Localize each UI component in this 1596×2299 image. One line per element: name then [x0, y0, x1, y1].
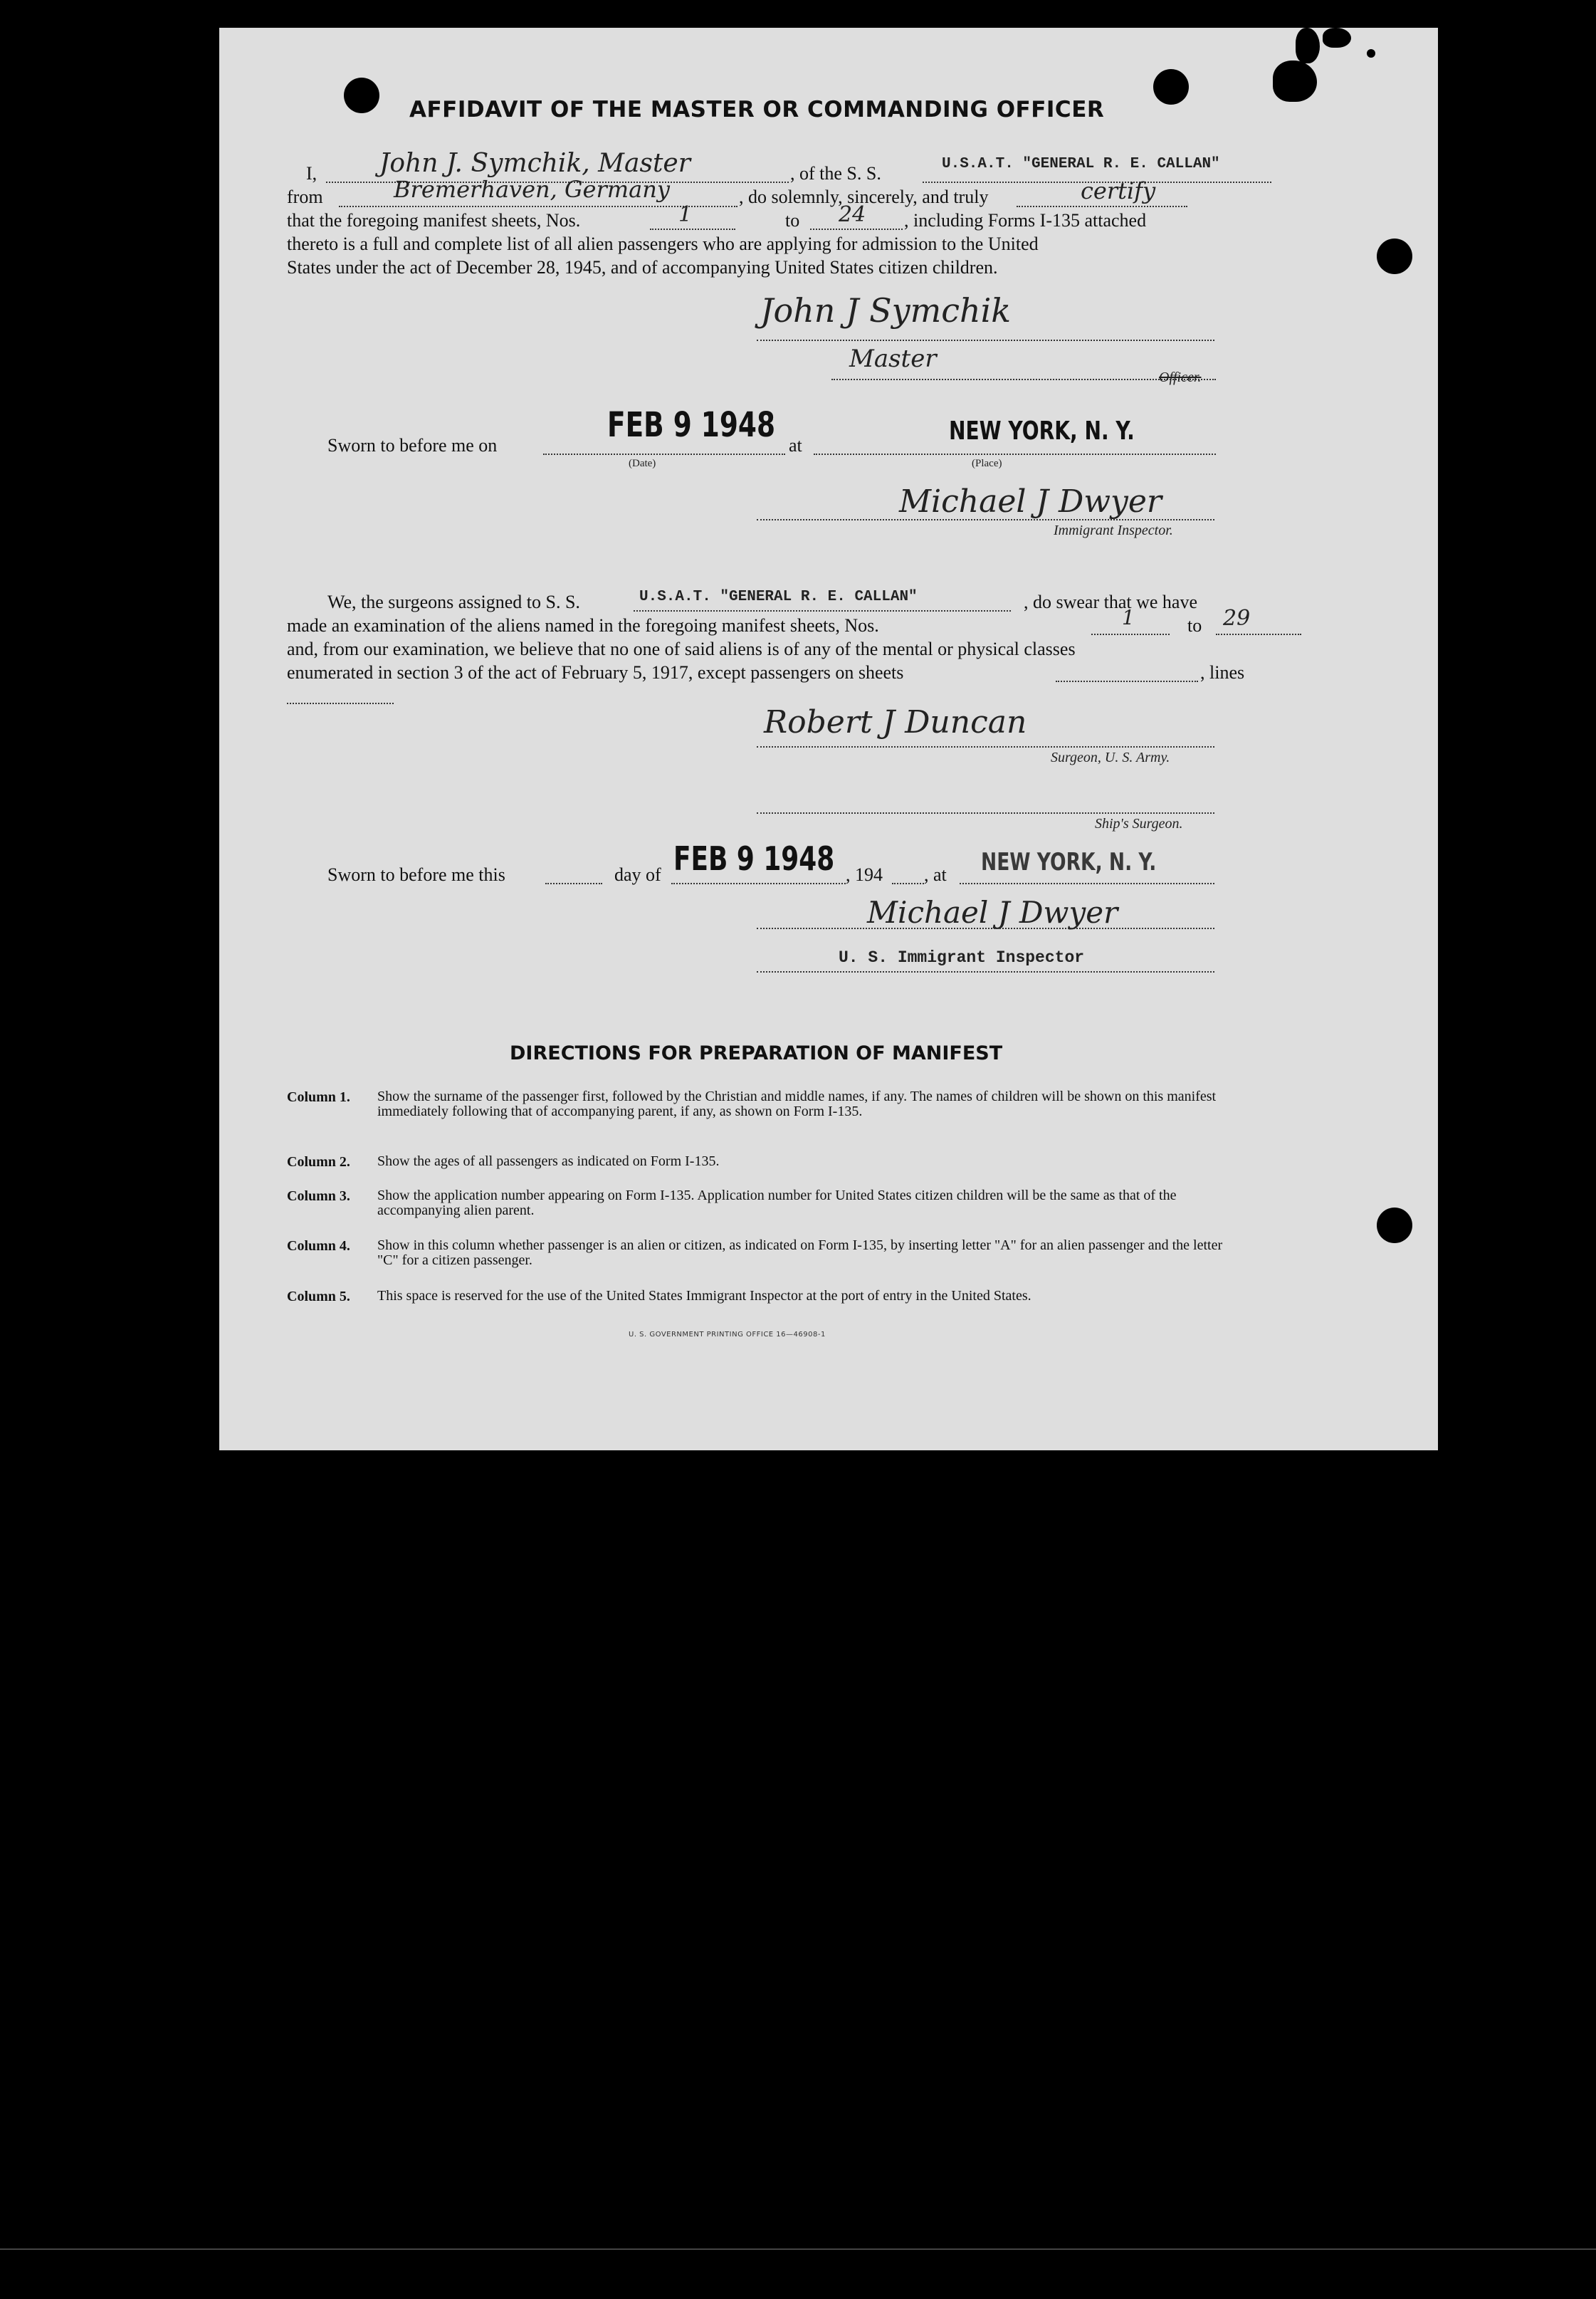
inspector-signature-2: Michael J Dwyer: [867, 895, 1118, 930]
inspector-line-1: [757, 519, 1214, 520]
punch-hole: [1377, 239, 1412, 274]
including-forms-label: , including Forms I-135 attached: [904, 210, 1147, 231]
surgeon-sheet-to-line: [1216, 634, 1301, 635]
port-handwritten: Bremerhaven, Germany: [394, 176, 670, 203]
certify-handwritten: certify: [1081, 177, 1156, 204]
immigrant-inspector-label: Immigrant Inspector.: [1054, 523, 1173, 538]
column-3-text: Show the application number appearing on Form I-135. Application number for United States citizen children will be the same as that of the accompanying alien parent.: [377, 1188, 1177, 1218]
inspector-typed-label: U. S. Immigrant Inspector: [839, 948, 1085, 967]
surgeon-to-label: to: [1187, 615, 1202, 636]
date-caption: (Date): [629, 458, 656, 469]
date-stamp-2: FEB 9 1948: [673, 839, 835, 878]
surgeon-sheet-from-line: [1091, 634, 1170, 635]
at-label-1: at: [789, 435, 802, 456]
form-page: [219, 28, 1438, 1450]
column-4-text: Show in this column whether passenger is an alien or citizen, as indicated on Form I-135, by inserting letter "A" for an alien passenger and the letter "C" for a citizen passenger.: [377, 1237, 1223, 1268]
surgeon-army-line: [757, 746, 1214, 748]
ships-surgeon-label: Ship's Surgeon.: [1095, 816, 1183, 832]
place-caption: (Place): [972, 458, 1002, 469]
lines-line: [287, 703, 394, 704]
column-2-text: Show the ages of all passengers as indicated on Form I-135.: [377, 1153, 720, 1169]
surgeon-signature: Robert J Duncan: [764, 704, 1027, 740]
made-examination-label: made an examination of the aliens named in the foregoing manifest sheets, Nos.: [287, 615, 879, 636]
column-3-label: Column 3.: [287, 1188, 350, 1204]
port-line: [339, 206, 737, 207]
of-the-ss-label: , of the S. S.: [790, 163, 881, 184]
directions-title: DIRECTIONS FOR PREPARATION OF MANIFEST: [510, 1042, 1003, 1064]
certify-line: [1017, 206, 1187, 207]
form-title: AFFIDAVIT OF THE MASTER OR COMMANDING OFFICER: [409, 97, 1105, 122]
punch-hole: [344, 78, 379, 113]
ink-blot: [1323, 28, 1351, 48]
ship-name-typed: U.S.A.T. "GENERAL R. E. CALLAN": [942, 156, 1220, 172]
place-line-2: [960, 883, 1214, 884]
surgeon-ship-typed: U.S.A.T. "GENERAL R. E. CALLAN": [639, 589, 918, 605]
officer-label: Officer.: [1159, 370, 1202, 385]
column-4-label: Column 4.: [287, 1238, 350, 1254]
lines-label: , lines: [1200, 662, 1245, 683]
year-line: [892, 883, 924, 884]
scan-edge-line: [0, 2248, 1596, 2250]
to-label: to: [785, 210, 800, 231]
punch-hole: [1377, 1208, 1412, 1243]
sheet-from-line: [650, 229, 735, 230]
master-name-handwritten: John J. Symchik, Master: [379, 149, 691, 178]
sworn-label-2: Sworn to before me this: [327, 864, 505, 885]
punch-hole: [1153, 69, 1189, 105]
sworn-label-1: Sworn to before me on: [327, 435, 498, 456]
surgeon-sheet-from: 1: [1122, 606, 1135, 629]
column-5-label: Column 5.: [287, 1289, 350, 1304]
at-label-2: , at: [924, 864, 947, 885]
ships-surgeon-line: [757, 812, 1214, 814]
sheet-to-line: [810, 229, 903, 230]
signature-line: [757, 340, 1214, 341]
surgeon-line-4: enumerated in section 3 of the act of February 5, 1917, except passengers on sheets: [287, 662, 904, 683]
surgeon-sheet-to: 29: [1223, 606, 1251, 631]
day-of-label: day of: [614, 864, 661, 885]
except-sheets-line: [1056, 681, 1198, 682]
column-5-text: This space is reserved for the use of the United States Immigrant Inspector at the port of entry in the United States.: [377, 1288, 1031, 1304]
printing-office-footer: U. S. GOVERNMENT PRINTING OFFICE 16—46908-1: [629, 1331, 826, 1339]
date-stamp-1: FEB 9 1948: [607, 405, 776, 445]
column-1-label: Column 1.: [287, 1089, 350, 1105]
sheet-from-handwritten: 1: [678, 202, 693, 227]
do-swear-label: , do swear that we have: [1024, 592, 1198, 612]
date-line-1: [543, 454, 785, 455]
month-line: [671, 883, 846, 884]
surgeon-line-3: and, from our examination, we believe that no one of said aliens is of any of the mental or physical classes: [287, 639, 1076, 659]
column-2-label: Column 2.: [287, 1154, 350, 1170]
affidavit-line-5: States under the act of December 28, 1945, and of accompanying United States citizen children.: [287, 257, 998, 278]
inspector-signature-1: Michael J Dwyer: [899, 483, 1162, 520]
foregoing-label: that the foregoing manifest sheets, Nos.: [287, 210, 581, 231]
surgeon-ship-line: [634, 610, 1011, 612]
day-line: [545, 883, 602, 884]
master-signature: John J Symchik: [760, 291, 1012, 330]
inspector-line-2: [757, 928, 1214, 929]
from-label: from: [287, 187, 323, 207]
ink-blot: [1273, 61, 1317, 102]
ink-blot: [1296, 28, 1320, 63]
do-solemnly-label: , do solemnly, sincerely, and truly: [739, 187, 989, 207]
year-prefix: , 194: [846, 864, 883, 885]
surgeon-army-label: Surgeon, U. S. Army.: [1051, 750, 1170, 765]
place-stamp-1: NEW YORK, N. Y.: [949, 417, 1135, 446]
officer-line: [831, 379, 1216, 380]
ink-blot: [1367, 49, 1375, 58]
surgeons-label: We, the surgeons assigned to S. S.: [327, 592, 580, 612]
master-prefix: I,: [306, 163, 317, 184]
affidavit-line-4: thereto is a full and complete list of all alien passengers who are applying for admission to the United: [287, 234, 1039, 254]
column-1-text: Show the surname of the passenger first, followed by the Christian and middle names, if any. The names of children will be shown on this manifest immediately following that of accompanying parent, if any, as shown on Form I-135.: [377, 1089, 1217, 1119]
place-line-1: [814, 454, 1216, 455]
master-signature-title: Master: [849, 345, 937, 373]
inspector-typed-line: [757, 971, 1214, 973]
sheet-to-handwritten: 24: [839, 202, 866, 227]
place-stamp-2: NEW YORK, N. Y.: [981, 848, 1157, 876]
